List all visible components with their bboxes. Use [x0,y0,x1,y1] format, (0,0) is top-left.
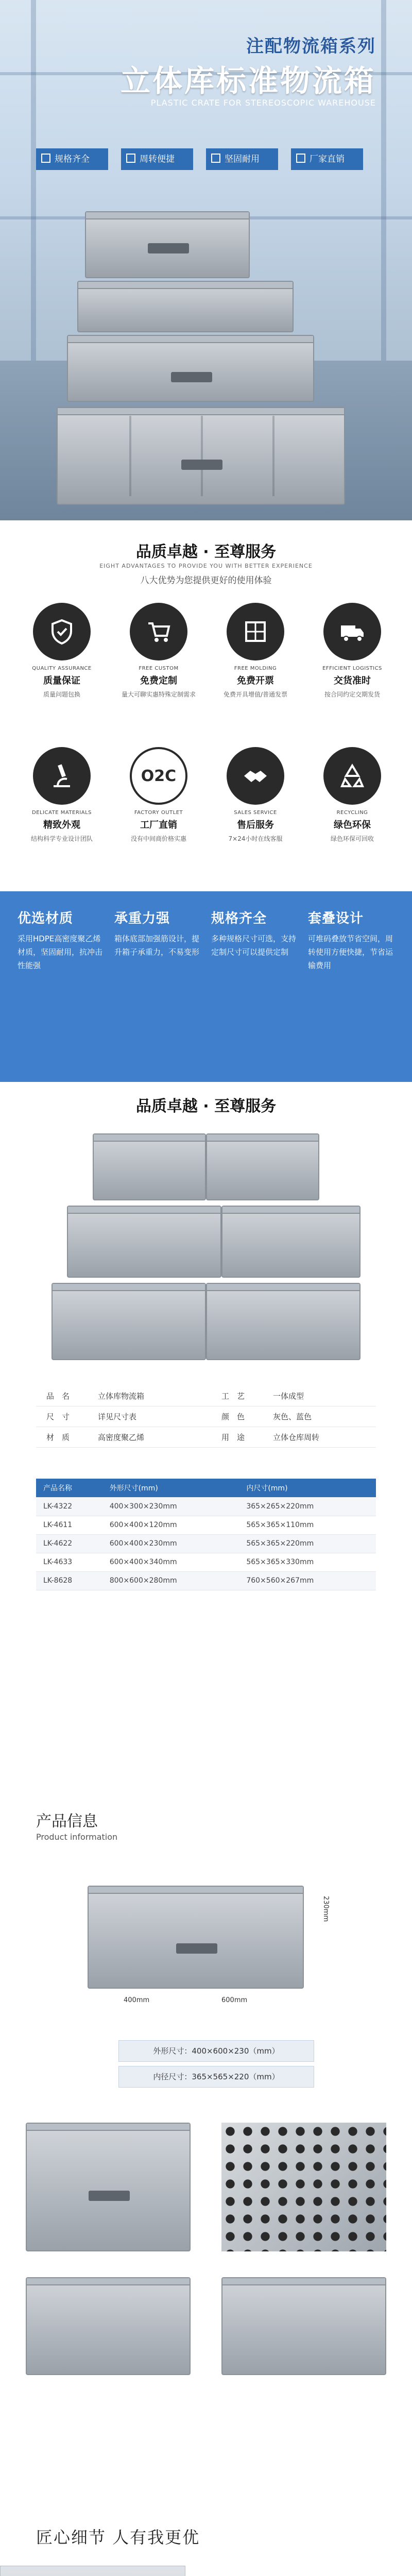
advantage-desc: 可堆码叠放节省空间，周转使用方便快捷，节省运输费用 [308,934,393,970]
advantage-desc: 采用HDPE高密度聚乙烯材质，坚固耐用，抗冲击性能强 [18,934,103,970]
param-key: 颜 色 [221,1412,245,1421]
crate-image [221,1206,360,1278]
crate-image [67,335,314,402]
inner-size: 内径尺寸：365×565×220（mm） [118,2066,314,2088]
crate-handle [181,460,222,470]
advantage-title: 套叠设计 [308,911,364,926]
crate-image [221,2277,386,2375]
dim-depth: 400mm [124,1996,150,2004]
features-subtitle: 八大优势为您提供更好的使用体验 [140,575,272,586]
table-cell: LK-8628 [36,1571,102,1590]
table-cell: 565×365×110mm [239,1516,376,1534]
param-row [36,1427,376,1448]
recycle-icon [323,747,381,805]
feature-item [308,747,397,860]
table-cell: 400×300×230mm [102,1497,239,1516]
feature-title: 工厂直销 [140,820,177,831]
checkbox-icon [296,154,305,163]
crate-lip [222,2278,385,2285]
feature-item [211,747,300,860]
feature-item [211,603,300,716]
advantage-item [211,908,300,1062]
table-cell: 600×400×340mm [102,1553,239,1571]
feature-en: EFFICIENT LOGISTICS [322,666,382,671]
checkbox-icon [41,154,50,163]
crate-lip [86,212,249,219]
param-key: 工 艺 [221,1392,245,1401]
feature-desc: 绿色环保可回收 [330,835,374,842]
feature-desc: 质量问题包换 [43,691,80,698]
crate-image [85,211,250,278]
features-section [0,520,412,891]
feature-item [18,747,106,860]
hero-tag-label: 厂家直销 [310,154,345,164]
table-row [36,1516,376,1534]
feature-title: 免费开票 [237,675,274,686]
crate-rib [201,416,203,496]
param-value: 详见尺寸表 [98,1412,137,1421]
feature-item [114,603,203,716]
crate-image [26,2123,191,2251]
advantage-desc: 多种规格尺寸可选，支持定制尺寸可以提供定制 [211,934,297,957]
table-cell: 365×265×220mm [239,1497,376,1516]
feature-desc: 结构科学专业设计团队 [30,835,93,842]
feature-en: FACTORY OUTLET [134,810,183,816]
table-cell: 600×400×230mm [102,1534,239,1553]
crate-lip [27,2124,190,2131]
details-section [0,2468,412,2576]
features-title: 品质卓越 · 至尊服务 [135,543,277,561]
param-key: 用 途 [221,1433,245,1442]
crate-image [52,1283,206,1360]
param-key: 材 质 [46,1433,70,1442]
crate-lip [78,282,293,289]
feature-en: FREE MOLDING [234,666,277,671]
hero-tag-label: 周转便捷 [140,154,175,164]
crate-lip [207,1284,359,1291]
hero-subtitle: PLASTIC CRATE FOR STEREOSCOPIC WAREHOUSE [150,98,376,108]
feature-desc: 免费开具增值/普通发票 [223,691,288,698]
microscope-icon [33,747,91,805]
feature-en: FREE CUSTOM [139,666,179,671]
crate-lip [222,1207,359,1214]
advantage-title: 优选材质 [18,911,74,926]
feature-item [18,603,106,716]
crate-lip [94,1134,205,1142]
feature-desc: 7×24小时在线客服 [228,835,283,842]
info-title: 产品信息 [36,1812,98,1831]
info-section [0,1767,412,2468]
table-header-cell: 外形尺寸(mm) [102,1479,239,1497]
table-cell: 800×600×280mm [102,1571,239,1590]
feature-desc: 量大可聊实惠特殊定制需求 [121,691,196,698]
features-en: EIGHT ADVANTAGES TO PROVIDE YOU WITH BETTER EXPERIENCE [99,563,313,569]
table-cell: LK-4322 [36,1497,102,1516]
table-row [36,1534,376,1553]
feature-title: 绿色环保 [334,820,371,831]
cart-icon [130,603,187,660]
hero-series-title: 注配物流箱系列 [246,36,376,57]
hero-tag [121,148,193,170]
outer-size: 外形尺寸：400×600×230（mm） [118,2040,314,2062]
crate-lip [68,1207,220,1214]
param-value: 灰色、蓝色 [273,1412,312,1421]
param-key: 尺 寸 [46,1412,70,1421]
detail-photo [0,2566,185,2576]
table-cell: LK-4633 [36,1553,102,1571]
params-title: 品质卓越 · 至尊服务 [135,1097,277,1115]
crate-rib [129,416,131,496]
checkbox-icon [211,154,220,163]
crate-lip [68,336,313,343]
crate-handle [148,243,189,253]
feature-title: 售后服务 [237,820,274,831]
info-en: Product information [36,1832,118,1842]
table-cell: LK-4622 [36,1534,102,1553]
hero-tag-label: 坚固耐用 [225,154,260,164]
crate-image [206,1283,360,1360]
truck-icon [323,603,381,660]
crate-handle [89,2191,130,2201]
checkbox-icon [126,154,135,163]
feature-desc: 按合同约定交期发货 [324,691,380,698]
mold-icon [227,603,284,660]
feature-desc: 没有中间商价格实惠 [130,835,186,842]
feature-en: SALES SERVICE [234,810,277,816]
hero-tag [291,148,363,170]
param-value: 高密度聚乙烯 [98,1433,145,1442]
advantage-item [114,908,203,1062]
table-cell: 565×365×330mm [239,1553,376,1571]
table-cell: 760×560×267mm [239,1571,376,1590]
param-value: 立体库物流箱 [98,1392,145,1401]
crate-lip [58,408,344,415]
param-row [36,1386,376,1406]
advantage-title: 承重力强 [114,911,170,926]
feature-en: RECYCLING [336,810,368,816]
advantages-section [0,891,412,1082]
table-cell: 565×365×220mm [239,1534,376,1553]
feature-title: 质量保证 [43,675,80,686]
crate-image [67,1206,221,1278]
param-row [36,1406,376,1427]
advantage-desc: 箱体底部加强筋设计，提升箱子承重力，不易变形 [114,934,200,957]
feature-en: QUALITY ASSURANCE [32,666,92,671]
table-cell: 600×400×120mm [102,1516,239,1534]
advantage-item [308,908,397,1062]
feature-title: 精致外观 [43,820,80,831]
feature-title: 免费定制 [140,675,177,686]
crate-lip [89,1887,303,1894]
crate-image [26,2277,191,2375]
param-key: 品 名 [46,1392,70,1401]
table-row [36,1553,376,1571]
crate-image [77,281,294,332]
dim-height: 230mm [322,1896,330,1922]
feature-item [308,603,397,716]
crate-image [57,407,345,505]
feature-title: 交货准时 [334,675,371,686]
table-row [36,1571,376,1590]
details-title: 匠心细节 人有我更优 [36,2528,200,2547]
shelf-post [31,0,36,361]
table-row [36,1497,376,1516]
hero-tag [206,148,278,170]
crate-handle [176,1943,217,1954]
hero-banner [0,0,412,520]
table-header [36,1479,376,1497]
table-header-cell: 内尺寸(mm) [239,1479,376,1497]
crate-image [93,1133,206,1200]
crate-image [88,1886,304,1989]
crate-lip [53,1284,205,1291]
table-header-cell: 产品名称 [36,1479,102,1497]
hero-main-title: 立体库标准物流箱 [120,63,376,98]
hero-tag [36,148,108,170]
crate-handle [171,372,212,382]
dim-width: 600mm [221,1996,248,2004]
param-value: 立体仓库周转 [273,1433,320,1442]
shelf-post [381,0,386,361]
o2c-icon: O2C [130,747,187,805]
feature-item [114,747,203,860]
crate-lip [27,2278,190,2285]
table-cell: LK-4611 [36,1516,102,1534]
size-table [36,1479,376,1590]
advantage-item [18,908,106,1062]
param-value: 一体成型 [273,1392,304,1401]
crate-rib [272,416,274,496]
advantage-title: 规格齐全 [211,911,267,926]
handshake-icon [227,747,284,805]
crate-lip [207,1134,318,1142]
crate-bottom-image [221,2123,386,2251]
feature-en: DELICATE MATERIALS [32,810,92,816]
shield-icon [33,603,91,660]
params-section [0,1082,412,1767]
hero-tag-label: 规格齐全 [55,154,90,164]
crate-image [206,1133,319,1200]
